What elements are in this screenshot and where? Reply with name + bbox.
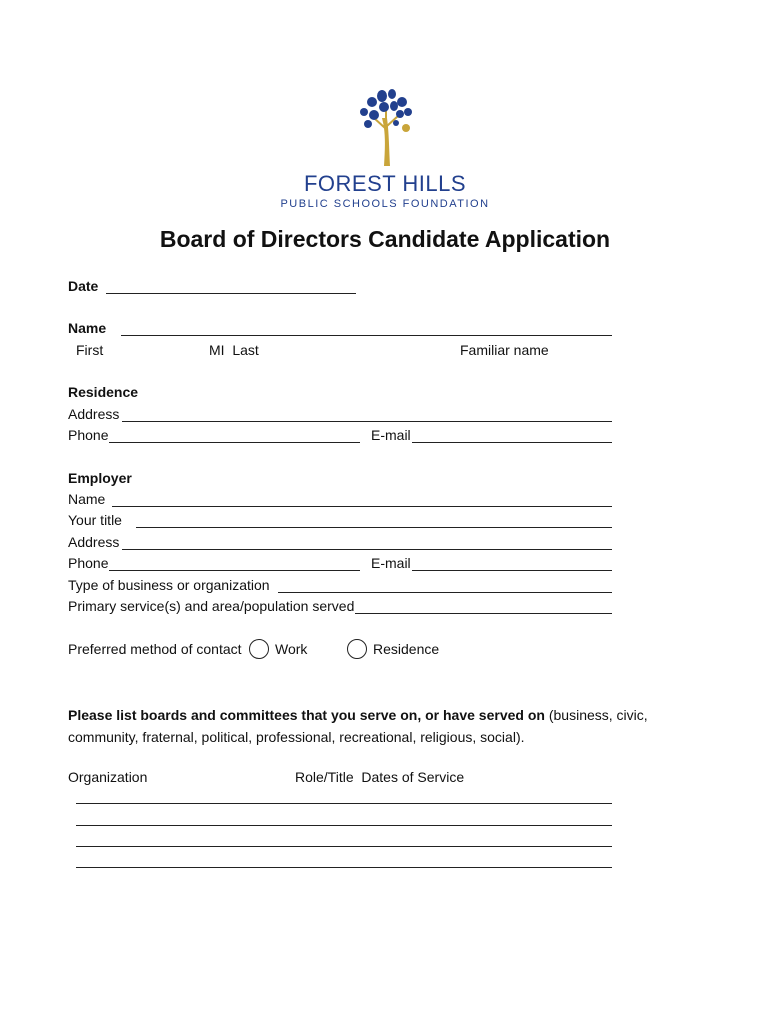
employer-email-field[interactable] (412, 570, 612, 571)
date-label: Date (68, 278, 99, 294)
employer-title-field[interactable] (136, 527, 612, 528)
boards-instruction-rest: (business, civic, community, fraternal, political, professional, recreational, religious, social). (68, 707, 648, 745)
primary-service-label: Primary service(s) and area/population served (68, 598, 355, 614)
employer-address-field[interactable] (122, 549, 612, 550)
organization-column-header: Organization (68, 769, 148, 785)
residence-email-field[interactable] (412, 442, 612, 443)
boards-instruction (68, 704, 708, 748)
employer-phone-label: Phone (68, 555, 109, 571)
business-type-field[interactable] (278, 592, 612, 593)
employer-title-label: Your title (68, 512, 122, 528)
name-label: Name (68, 320, 107, 336)
org-name: FOREST HILLS (303, 171, 467, 196)
residence-radio[interactable] (347, 639, 367, 659)
employer-email-label: E-mail (371, 555, 411, 571)
residence-phone-label: Phone (68, 427, 109, 443)
employer-phone-field[interactable] (109, 570, 360, 571)
employer-heading: Employer (68, 470, 132, 486)
residence-email-label: E-mail (371, 427, 411, 443)
name-mi-last-sublabel: MI Last (209, 342, 259, 358)
org-subtitle: PUBLIC SCHOOLS FOUNDATION (280, 198, 490, 210)
primary-service-field[interactable] (355, 613, 612, 614)
tree-icon (360, 89, 412, 166)
employer-name-label: Name (68, 491, 106, 507)
boards-instruction-bold: Please list boards and committees that you serve on, or have served on (68, 707, 545, 723)
board-entry-line-2[interactable] (76, 825, 612, 826)
name-familiar-sublabel: Familiar name (460, 342, 549, 358)
work-radio[interactable] (249, 639, 269, 659)
board-entry-line-3[interactable] (76, 846, 612, 847)
residence-address-field[interactable] (122, 421, 612, 422)
name-field[interactable] (121, 335, 612, 336)
page-title: Board of Directors Candidate Application (159, 226, 611, 252)
residence-radio-label: Residence (373, 641, 440, 657)
work-radio-label: Work (275, 641, 308, 657)
name-first-sublabel: First (76, 342, 104, 358)
role-dates-column-header: Role/Title Dates of Service (295, 769, 465, 785)
board-entry-line-1[interactable] (76, 803, 612, 804)
residence-phone-field[interactable] (109, 442, 360, 443)
contact-method-label: Preferred method of contact (68, 641, 242, 657)
date-field[interactable] (106, 293, 356, 294)
residence-heading: Residence (68, 384, 139, 400)
employer-address-label: Address (68, 534, 120, 550)
business-type-label: Type of business or organization (68, 577, 270, 593)
residence-address-label: Address (68, 406, 120, 422)
forest-hills-tree-logo (354, 88, 418, 168)
employer-name-field[interactable] (112, 506, 612, 507)
board-entry-line-4[interactable] (76, 867, 612, 868)
